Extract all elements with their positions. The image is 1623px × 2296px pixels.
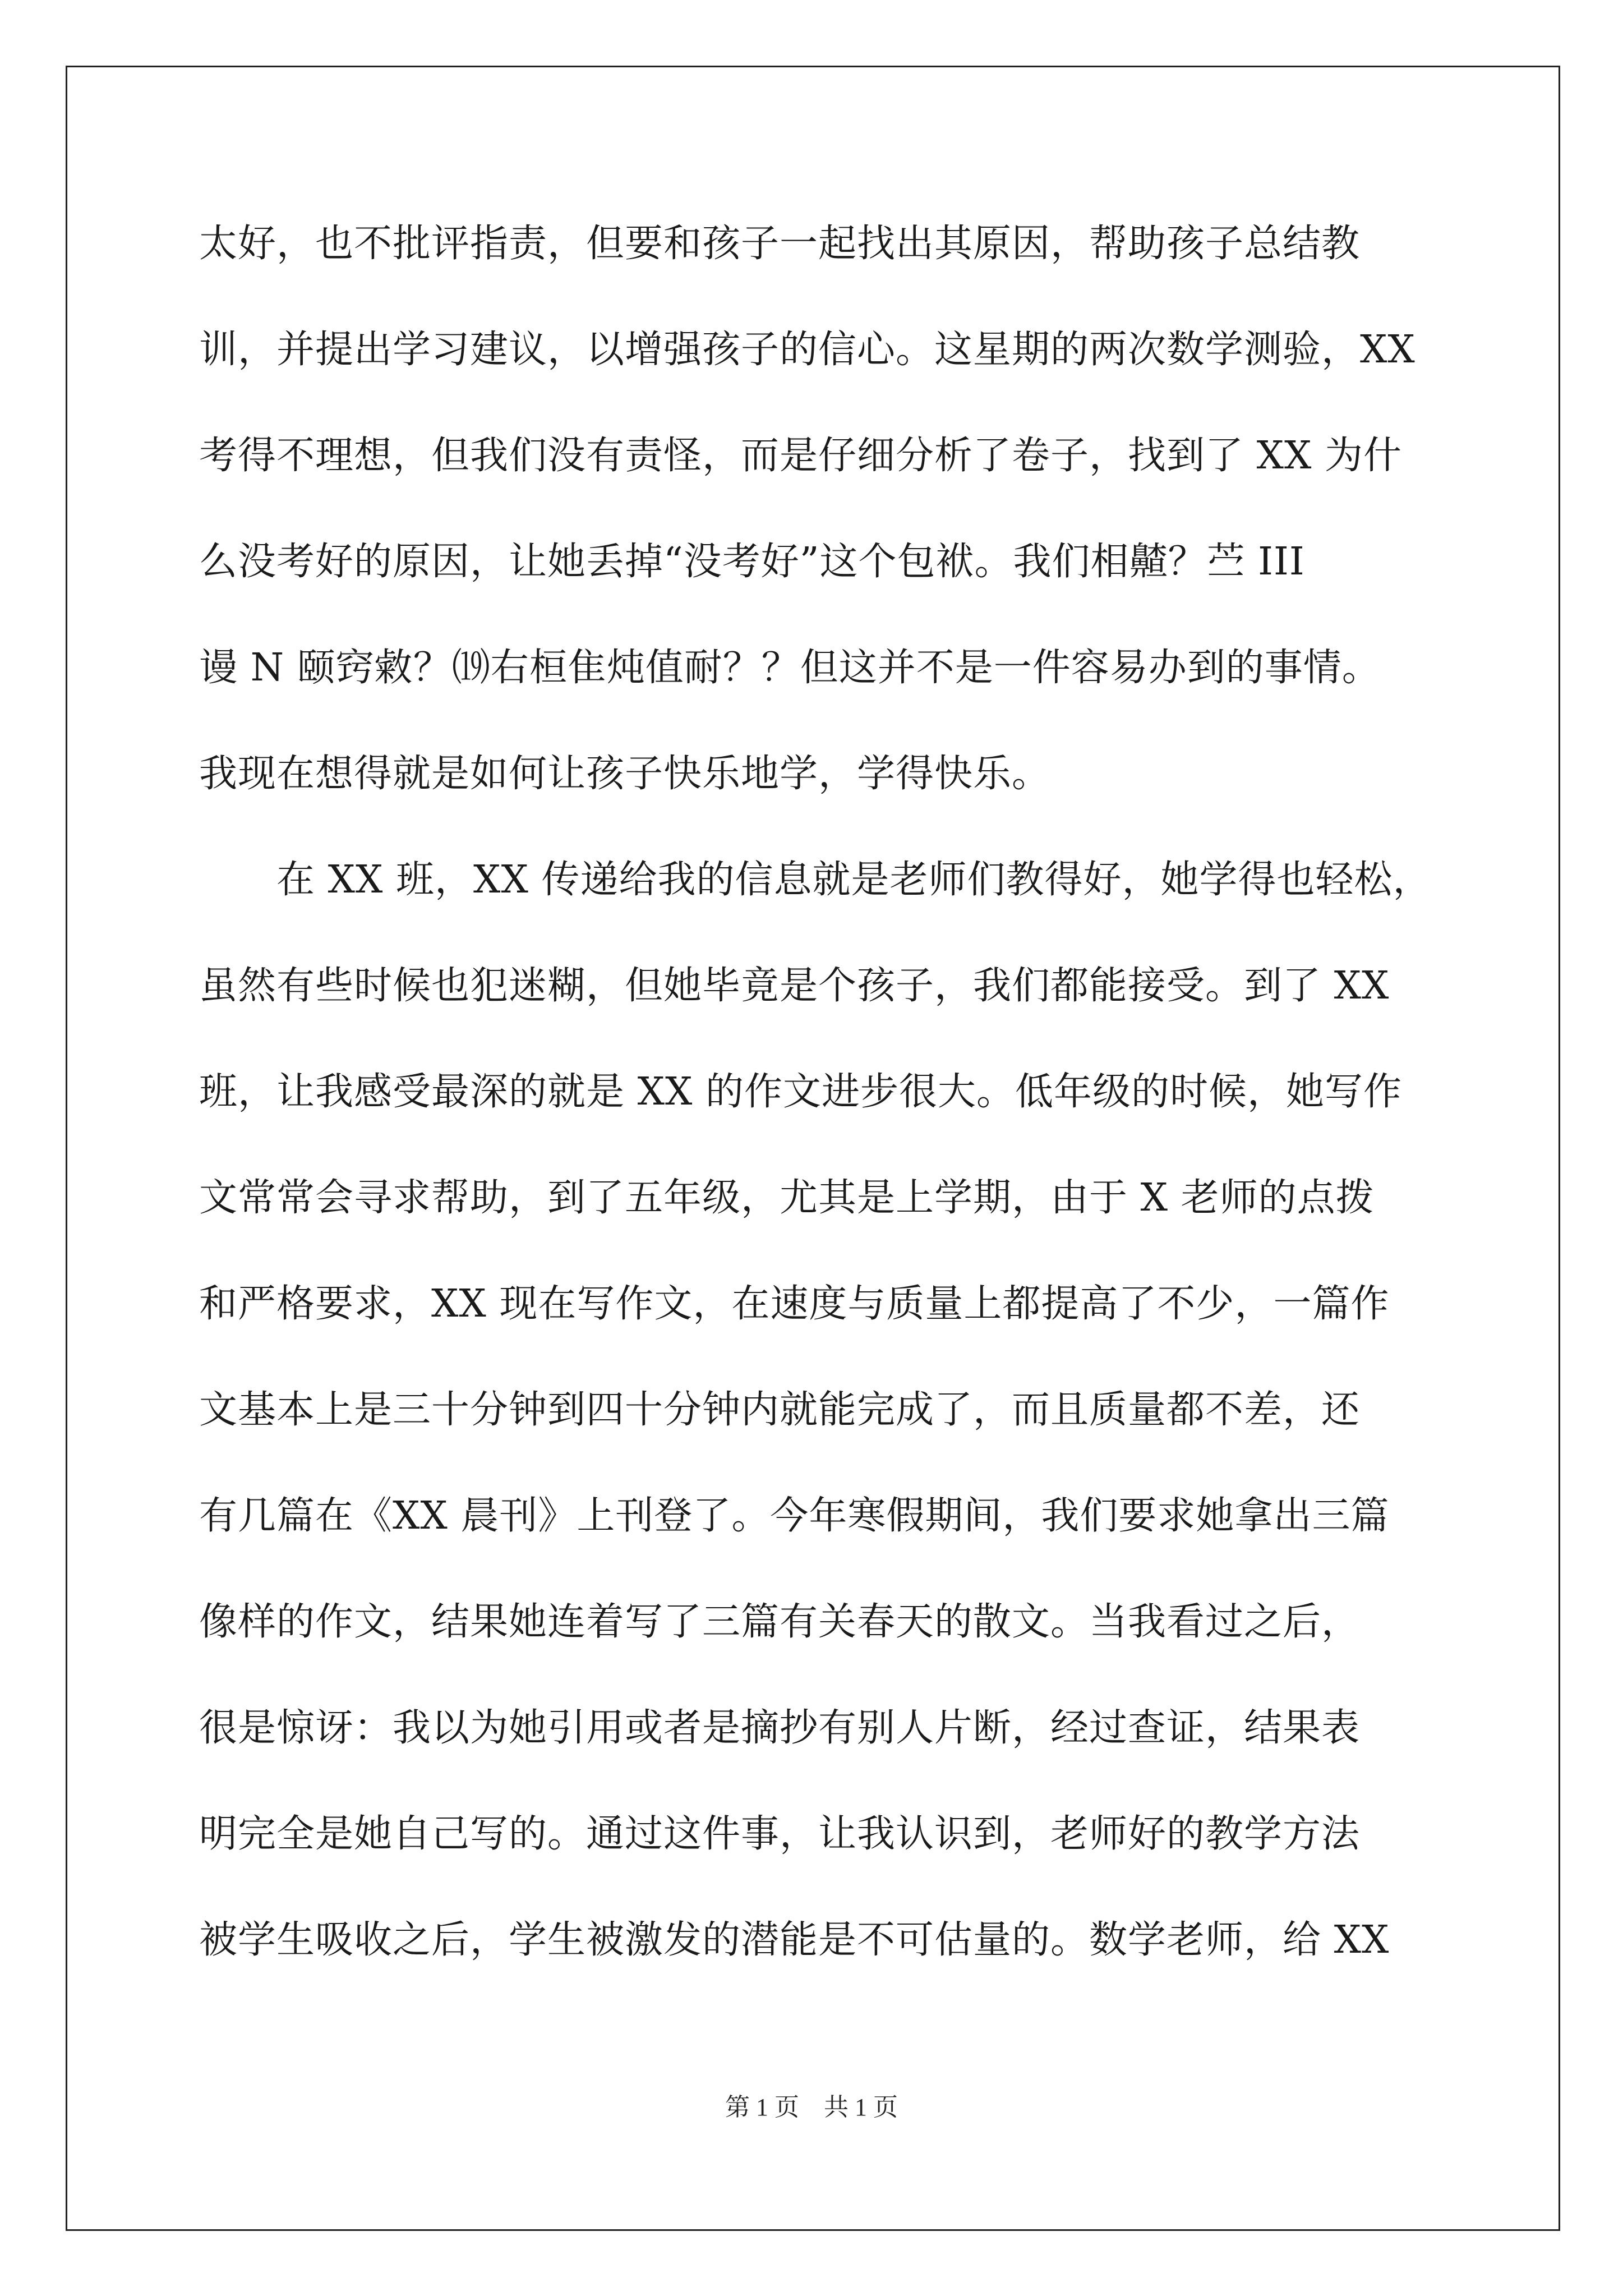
paragraph-1: [199, 191, 1453, 827]
text-line: 明完全是她自己写的。通过这件事，让我认识到，老师好的教学方法: [199, 1812, 1361, 1856]
text-line: 班，让我感受最深的就是 XX 的作文进步很大。低年级的时候，她写作: [199, 1070, 1403, 1114]
text-line: 被学生吸收之后，学生被激发的潜能是不可估量的。数学老师，给 XX: [199, 1918, 1390, 1962]
text-line: 文基本上是三十分钟到四十分钟内就能完成了，而且质量都不差，还: [199, 1388, 1361, 1432]
text-line: 考得不理想，但我们没有责怪，而是仔细分析了卷子，找到了 XX 为什: [199, 434, 1403, 478]
text-line: 么没考好的原因，让她丢掉“没考好”这个包袱。我们相齄？苎 III: [199, 540, 1305, 584]
text-line: 像样的作文，结果她连着写了三篇有关春天的散文。当我看过之后，: [199, 1600, 1361, 1644]
text-line: 有几篇在《XX 晨刊》上刊登了。今年寒假期间，我们要求她拿出三篇: [199, 1494, 1390, 1538]
document-body: [199, 191, 1453, 1993]
text-line: 我现在想得就是如何让孩子快乐地学，学得快乐。: [199, 752, 1051, 796]
page-number-footer: 第 1 页 共 1 页: [725, 2093, 898, 2121]
text-line: 训，并提出学习建议，以增强孩子的信心。这星期的两次数学测验，XX: [199, 328, 1415, 372]
text-line: 在 XX 班，XX 传递给我的信息就是老师们教得好，她学得也轻松，: [199, 858, 1432, 902]
text-line: 很是惊讶：我以为她引用或者是摘抄有别人片断，经过查证，结果表: [199, 1706, 1361, 1750]
text-line: 文常常会寻求帮助，到了五年级，尤其是上学期，由于 X 老师的点拨: [199, 1176, 1375, 1220]
paragraph-2: [199, 827, 1453, 1993]
text-line: 太好，也不批评指责，但要和孩子一起找出其原因，帮助孩子总结教: [199, 222, 1361, 266]
text-line: 虽然有些时候也犯迷糊，但她毕竟是个孩子，我们都能接受。到了 XX: [199, 964, 1390, 1008]
text-line: 和严格要求，XX 现在写作文，在速度与质量上都提高了不少，一篇作: [199, 1282, 1390, 1326]
text-line: 谩 N 颐窍敹？⒆右桓隹炖值耐？？但这并不是一件容易办到的事情。: [199, 646, 1381, 690]
